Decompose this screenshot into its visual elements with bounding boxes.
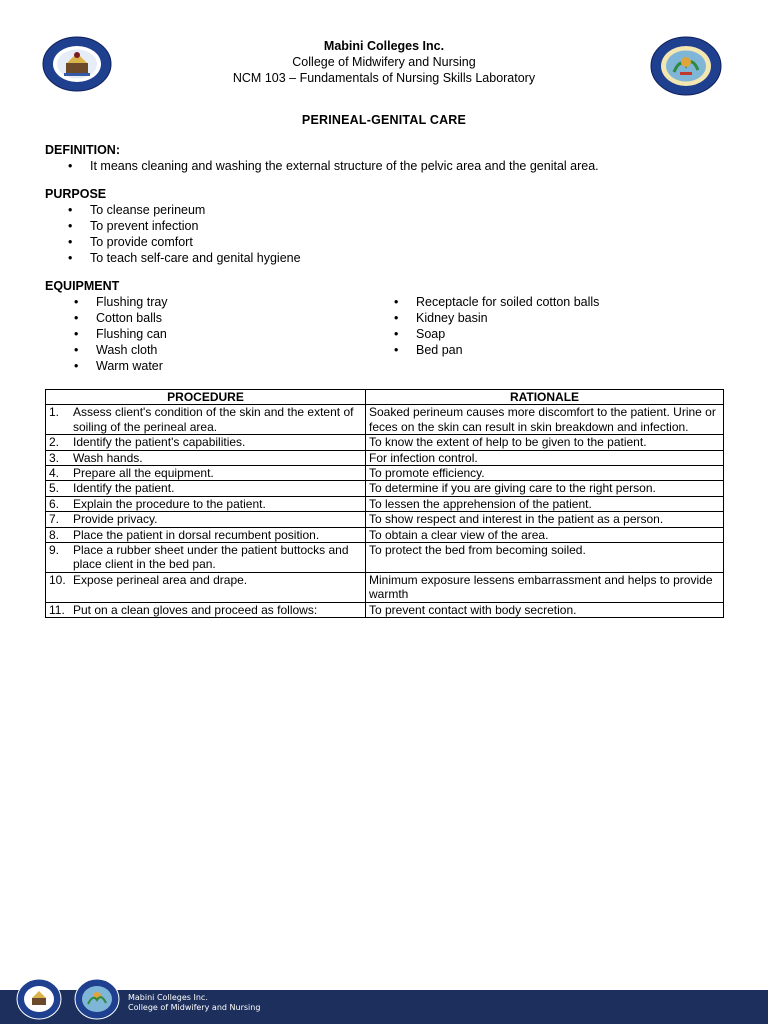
rationale-cell: To show respect and interest in the patient as a person. <box>366 512 724 527</box>
procedure-cell <box>46 496 366 511</box>
procedure-header: PROCEDURE <box>46 390 366 405</box>
table-row <box>46 496 724 511</box>
footer-text <box>128 993 260 1013</box>
step-number: 7. <box>49 512 60 527</box>
rationale-cell: To promote efficiency. <box>366 466 724 481</box>
table-row <box>46 481 724 496</box>
document-title: PERINEAL-GENITAL CARE <box>301 113 467 127</box>
purpose-label: PURPOSE <box>45 187 107 201</box>
step-text: Expose perineal area and drape. <box>73 572 248 587</box>
rationale-cell: To protect the bed from becoming soiled. <box>366 543 724 573</box>
rationale-cell: Soaked perineum causes more discomfort to the patient. Urine or feces on the skin can result in skin breakdown and infection. <box>366 405 724 435</box>
list-item: • Flushing tray <box>72 294 168 310</box>
step-number: 2. <box>49 435 60 450</box>
list-item: • Wash cloth <box>72 342 168 358</box>
rationale-cell: To lessen the apprehension of the patient. <box>366 496 724 511</box>
procedure-cell <box>46 572 366 602</box>
step-number: 3. <box>49 450 60 465</box>
procedure-cell <box>46 602 366 617</box>
list-item: • Flushing can <box>72 326 168 342</box>
list-item: • To prevent infection <box>66 218 301 234</box>
rationale-cell: For infection control. <box>366 450 724 465</box>
list-item: • Cotton balls <box>72 310 168 326</box>
purpose-list <box>66 202 301 266</box>
list-item: • Bed pan <box>392 342 599 358</box>
step-text: Provide privacy. <box>73 512 158 527</box>
procedure-cell <box>46 466 366 481</box>
procedure-cell <box>46 405 366 435</box>
rationale-header: RATIONALE <box>366 390 724 405</box>
equipment-list-left <box>72 294 168 374</box>
college-name: College of Midwifery and Nursing <box>292 55 476 69</box>
table-row <box>46 405 724 435</box>
procedure-table-body <box>46 405 724 618</box>
list-item: • Warm water <box>72 358 168 374</box>
step-text: Explain the procedure to the patient. <box>73 496 266 511</box>
procedure-table <box>45 389 724 618</box>
rationale-cell: Minimum exposure lessens embarrassment and helps to provide warmth <box>366 572 724 602</box>
footer-line-org: Mabini Colleges Inc. <box>128 993 208 1002</box>
footer-bar <box>0 990 768 1024</box>
step-number: 6. <box>49 496 60 511</box>
footer-logo-left <box>16 978 62 1020</box>
procedure-cell <box>46 512 366 527</box>
definition-list <box>66 158 599 174</box>
document-header <box>0 38 768 86</box>
rationale-cell: To determine if you are giving care to the right person. <box>366 481 724 496</box>
list-item: • Receptacle for soiled cotton balls <box>392 294 599 310</box>
step-number: 5. <box>49 481 60 496</box>
table-row <box>46 543 724 573</box>
rationale-cell: To prevent contact with body secretion. <box>366 602 724 617</box>
step-text: Place a rubber sheet under the patient buttocks and place client in the bed pan. <box>73 543 349 572</box>
procedure-cell <box>46 450 366 465</box>
list-item: • To cleanse perineum <box>66 202 301 218</box>
step-text: Prepare all the equipment. <box>73 466 214 481</box>
procedure-cell <box>46 435 366 450</box>
table-row <box>46 466 724 481</box>
step-number: 4. <box>49 466 60 481</box>
procedure-cell <box>46 527 366 542</box>
step-number: 11. <box>49 602 65 617</box>
list-item: • To teach self-care and genital hygiene <box>66 250 301 266</box>
procedure-cell <box>46 481 366 496</box>
table-row <box>46 512 724 527</box>
step-text: Wash hands. <box>73 450 143 465</box>
procedure-cell <box>46 543 366 573</box>
footer-line-college: College of Midwifery and Nursing <box>128 1003 261 1012</box>
table-row <box>46 527 724 542</box>
step-number: 8. <box>49 527 60 542</box>
table-header-row <box>46 390 724 405</box>
definition-label: DEFINITION: <box>45 143 120 157</box>
step-text: Identify the patient. <box>73 481 175 496</box>
table-row <box>46 572 724 602</box>
step-text: Place the patient in dorsal recumbent position. <box>73 527 320 542</box>
step-number: 9. <box>49 543 60 558</box>
step-number: 1. <box>49 405 60 420</box>
rationale-cell: To obtain a clear view of the area. <box>366 527 724 542</box>
list-item: • To provide comfort <box>66 234 301 250</box>
step-text: Put on a clean gloves and proceed as follows: <box>73 602 318 617</box>
step-text: Assess client's condition of the skin and the extent of soiling of the perineal area. <box>73 405 354 434</box>
table-row <box>46 450 724 465</box>
footer-logo-right <box>74 978 120 1020</box>
list-item: • Soap <box>392 326 599 342</box>
table-row <box>46 602 724 617</box>
equipment-label: EQUIPMENT <box>45 279 120 293</box>
list-item: • Kidney basin <box>392 310 599 326</box>
organization-name: Mabini Colleges Inc. <box>323 39 445 53</box>
course-name: NCM 103 – Fundamentals of Nursing Skills Laboratory <box>232 71 536 85</box>
equipment-list-right <box>392 294 599 358</box>
step-text: Identify the patient's capabilities. <box>73 435 246 450</box>
list-item: • It means cleaning and washing the external structure of the pelvic area and the genital area. <box>66 158 599 174</box>
step-number: 10. <box>49 572 66 587</box>
rationale-cell: To know the extent of help to be given to the patient. <box>366 435 724 450</box>
table-row <box>46 435 724 450</box>
